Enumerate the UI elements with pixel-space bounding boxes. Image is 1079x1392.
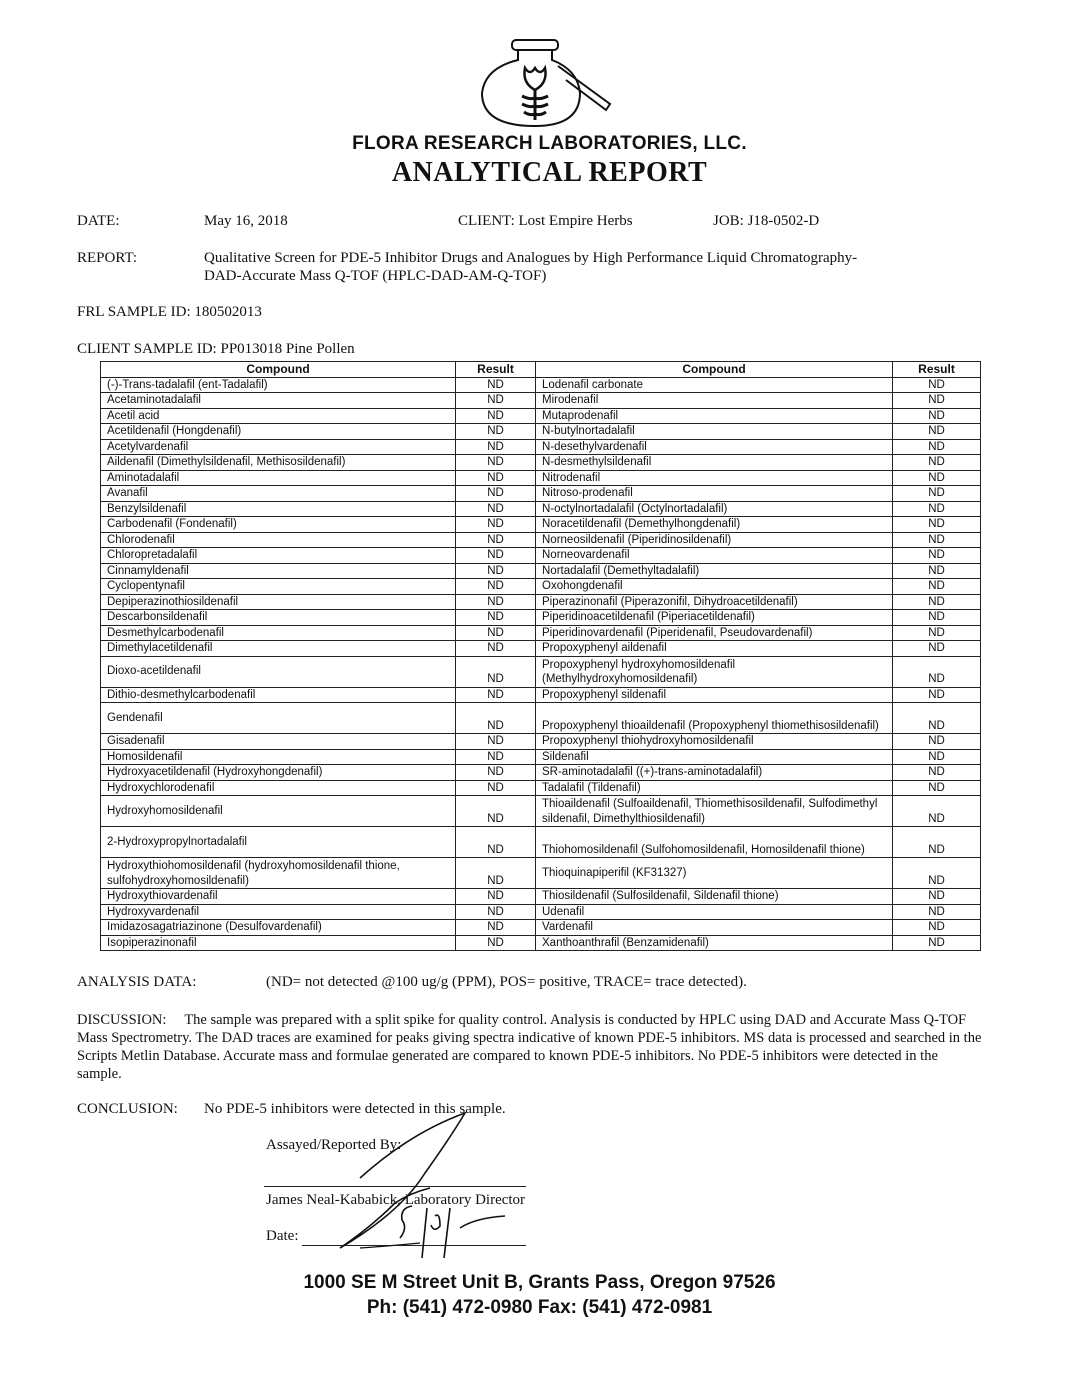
result-cell: ND [893,935,981,951]
result-cell: ND [456,749,536,765]
conclusion-text: No PDE-5 inhibitors were detected in this sample. [204,1101,506,1117]
compound-cell: Carbodenafil (Fondenafil) [101,517,456,533]
compound-cell: Hydroxychlorodenafil [101,780,456,796]
compound-cell: Piperazinonafil (Piperazonifil, Dihydroacetildenafil) [536,594,893,610]
result-cell: ND [456,439,536,455]
result-cell: ND [893,532,981,548]
analysis-data-label: ANALYSIS DATA: [77,974,197,990]
result-cell: ND [456,455,536,471]
compound-cell: Gendenafil [101,703,456,734]
table-row [101,734,981,750]
table-row [101,455,981,471]
result-cell: ND [456,532,536,548]
compound-cell: Dithio-desmethylcarbodenafil [101,687,456,703]
compound-cell: Avanafil [101,486,456,502]
table-row [101,377,981,393]
result-cell: ND [456,904,536,920]
table-row [101,579,981,595]
compound-cell: Vardenafil [536,920,893,936]
result-cell: ND [456,424,536,440]
footer-address: 1000 SE M Street Unit B, Grants Pass, Oregon 97526 [303,1272,776,1293]
compound-cell: Tadalafil (Tildenafil) [536,780,893,796]
handwritten-signature-icon [300,1108,540,1268]
result-cell: ND [456,625,536,641]
table-row [101,548,981,564]
result-cell: ND [456,641,536,657]
client-name: CLIENT: Lost Empire Herbs [458,213,633,229]
result-cell: ND [893,517,981,533]
column-header-compound: Compound [101,362,456,378]
compound-cell: Piperidinoacetildenafil (Piperiacetildenafil) [536,610,893,626]
compound-cell: N-desethylvardenafil [536,439,893,455]
compound-cell: Homosildenafil [101,749,456,765]
compound-cell: Thioquinapiperifil (KF31327) [536,858,893,889]
result-cell: ND [893,594,981,610]
compound-cell: Benzylsildenafil [101,501,456,517]
result-cell: ND [893,780,981,796]
results-table [100,361,981,951]
compound-cell: Chloropretadalafil [101,548,456,564]
table-row [101,765,981,781]
result-cell: ND [456,765,536,781]
result-cell: ND [456,377,536,393]
result-cell: ND [456,780,536,796]
compound-cell: Aildenafil (Dimethylsildenafil, Methisosildenafil) [101,455,456,471]
result-cell: ND [893,703,981,734]
result-cell: ND [893,377,981,393]
result-cell: ND [456,827,536,858]
result-cell: ND [893,796,981,827]
date-value: May 16, 2018 [204,213,288,229]
compound-cell: Nortadalafil (Demethyltadalafil) [536,563,893,579]
compound-cell: Oxohongdenafil [536,579,893,595]
result-cell: ND [893,548,981,564]
result-cell: ND [893,734,981,750]
table-header-row [101,362,981,378]
compound-cell: Cinnamyldenafil [101,563,456,579]
result-cell: ND [456,734,536,750]
result-cell: ND [456,393,536,409]
result-cell: ND [456,687,536,703]
result-cell: ND [456,858,536,889]
result-cell: ND [893,470,981,486]
result-cell: ND [893,889,981,905]
result-cell: ND [456,563,536,579]
compound-cell: Udenafil [536,904,893,920]
result-cell: ND [456,610,536,626]
result-cell: ND [893,749,981,765]
compound-cell: N-butylnortadalafil [536,424,893,440]
compound-cell: Norneosildenafil (Piperidinosildenafil) [536,532,893,548]
result-cell: ND [456,796,536,827]
client-sample-id: CLIENT SAMPLE ID: PP013018 Pine Pollen [77,341,355,357]
compound-cell: Cyclopentynafil [101,579,456,595]
table-row [101,641,981,657]
compound-cell: Noracetildenafil (Demethylhongdenafil) [536,517,893,533]
table-row [101,904,981,920]
result-cell: ND [893,765,981,781]
table-row [101,517,981,533]
compound-cell: SR-aminotadalafil ((+)-trans-aminotadalafil) [536,765,893,781]
compound-cell: Dimethylacetildenafil [101,641,456,657]
compound-cell: Acetil acid [101,408,456,424]
result-cell: ND [456,486,536,502]
report-title: ANALYTICAL REPORT [391,157,708,188]
compound-cell: Descarbonsildenafil [101,610,456,626]
result-cell: ND [893,625,981,641]
column-header-result: Result [893,362,981,378]
compound-cell: Norneovardenafil [536,548,893,564]
table-row [101,594,981,610]
discussion-label: DISCUSSION: [77,1012,167,1028]
result-cell: ND [893,408,981,424]
result-cell: ND [456,470,536,486]
result-cell: ND [893,641,981,657]
result-cell: ND [893,424,981,440]
result-cell: ND [893,563,981,579]
compound-cell: Aminotadalafil [101,470,456,486]
compound-cell: Nitrodenafil [536,470,893,486]
date-label: DATE: [77,213,120,229]
result-cell: ND [893,687,981,703]
table-row [101,889,981,905]
company-name: FLORA RESEARCH LABORATORIES, LLC. [352,133,747,154]
result-cell: ND [456,656,536,687]
table-row [101,780,981,796]
table-row [101,656,981,687]
compound-cell: Hydroxythiovardenafil [101,889,456,905]
compound-cell: N-desmethylsildenafil [536,455,893,471]
compound-cell: Sildenafil [536,749,893,765]
table-row [101,796,981,827]
compound-cell: Hydroxythiohomosildenafil (hydroxyhomosildenafil thione, sulfohydroxyhomosildenafil) [101,858,456,889]
compound-cell: Propoxyphenyl aildenafil [536,641,893,657]
compound-cell: Chlorodenafil [101,532,456,548]
result-cell: ND [893,439,981,455]
table-row [101,625,981,641]
discussion-section [77,1011,982,1083]
compound-cell: Acetaminotadalafil [101,393,456,409]
compound-cell: Piperidinovardenafil (Piperidenafil, Pseudovardenafil) [536,625,893,641]
compound-cell: Desmethylcarbodenafil [101,625,456,641]
result-cell: ND [893,610,981,626]
conclusion-label: CONCLUSION: [77,1101,178,1117]
compound-cell: Propoxyphenyl sildenafil [536,687,893,703]
compound-cell: Propoxyphenyl hydroxyhomosildenafil (Methylhydroxyhomosildenafil) [536,656,893,687]
result-cell: ND [456,408,536,424]
compound-cell: N-octylnortadalafil (Octylnortadalafil) [536,501,893,517]
table-row [101,687,981,703]
analysis-data-legend: (ND= not detected @100 ug/g (PPM), POS= positive, TRACE= trace detected). [266,974,747,990]
result-cell: ND [456,501,536,517]
table-row [101,486,981,502]
compound-cell: Gisadenafil [101,734,456,750]
result-cell: ND [456,703,536,734]
discussion-text: The sample was prepared with a split spike for quality control. Analysis is conducted by HPLC using DAD and Accurate Mass Q-TOF Mass Spectrometry. The DAD traces are examined for peaks giving spectra indicative of known PDE-5 inhibitors. MS data is processed and searched in the Scripts Metlin Database. Accurate mass and formulae generated are compared to known PDE-5 inhibitors. No PDE-5 inhibitors were detected in the sample. [77,1012,982,1082]
compound-cell: (-)-Trans-tadalafil (ent-Tadalafil) [101,377,456,393]
result-cell: ND [893,455,981,471]
table-row [101,610,981,626]
signature-date-label: Date: [266,1228,299,1244]
compound-cell: Thioaildenafil (Sulfoaildenafil, Thiomethisosildenafil, Sulfodimethyl sildenafil, Dimethylthiosildenafil) [536,796,893,827]
compound-cell: Depiperazinothiosildenafil [101,594,456,610]
compound-cell: Hydroxyhomosildenafil [101,796,456,827]
compound-cell: Hydroxyacetildenafil (Hydroxyhongdenafil) [101,765,456,781]
result-cell: ND [456,889,536,905]
table-row [101,749,981,765]
table-row [101,920,981,936]
assayed-by-label: Assayed/Reported By: [266,1137,402,1153]
compound-cell: Thiosildenafil (Sulfosildenafil, Sildenafil thione) [536,889,893,905]
table-row [101,393,981,409]
compound-cell: Acetildenafil (Hongdenafil) [101,424,456,440]
compound-cell: Mirodenafil [536,393,893,409]
result-cell: ND [893,827,981,858]
result-cell: ND [456,594,536,610]
compound-cell: Acetylvardenafil [101,439,456,455]
compound-cell: Xanthoanthrafil (Benzamidenafil) [536,935,893,951]
table-row [101,470,981,486]
result-cell: ND [893,579,981,595]
compound-cell: Propoxyphenyl thiohydroxyhomosildenafil [536,734,893,750]
column-header-compound: Compound [536,362,893,378]
report-label: REPORT: [77,250,138,266]
result-cell: ND [456,920,536,936]
signer-name-title: James Neal-Kababick, Laboratory Director [266,1192,526,1208]
result-cell: ND [456,935,536,951]
table-row [101,408,981,424]
result-cell: ND [893,656,981,687]
table-row [101,563,981,579]
table-row [101,501,981,517]
result-cell: ND [456,517,536,533]
frl-sample-id: FRL SAMPLE ID: 180502013 [77,304,262,320]
compound-cell: Isopiperazinonafil [101,935,456,951]
compound-cell: Hydroxyvardenafil [101,904,456,920]
report-description-line2: DAD-Accurate Mass Q-TOF (HPLC-DAD-AM-Q-TOF) [204,268,547,284]
compound-cell: Lodenafil carbonate [536,377,893,393]
result-cell: ND [456,548,536,564]
result-cell: ND [893,393,981,409]
footer-phone-fax: Ph: (541) 472-0980 Fax: (541) 472-0981 [366,1297,713,1318]
result-cell: ND [456,579,536,595]
compound-cell: Imidazosagatriazinone (Desulfovardenafil) [101,920,456,936]
job-number: JOB: J18-0502-D [713,213,820,229]
table-row [101,703,981,734]
result-cell: ND [893,904,981,920]
table-row [101,424,981,440]
table-row [101,935,981,951]
table-row [101,858,981,889]
compound-cell: 2-Hydroxypropylnortadalafil [101,827,456,858]
result-cell: ND [893,858,981,889]
report-description-line1: Qualitative Screen for PDE-5 Inhibitor Drugs and Analogues by High Performance Liquid Chromatography- [204,250,858,266]
column-header-result: Result [456,362,536,378]
flask-with-flower-logo-icon [470,38,630,128]
result-cell: ND [893,486,981,502]
compound-cell: Mutaprodenafil [536,408,893,424]
table-row [101,827,981,858]
table-row [101,439,981,455]
table-row [101,532,981,548]
compound-cell: Nitroso-prodenafil [536,486,893,502]
compound-cell: Dioxo-acetildenafil [101,656,456,687]
compound-cell: Propoxyphenyl thioaildenafil (Propoxyphenyl thiomethisosildenafil) [536,703,893,734]
compound-cell: Thiohomosildenafil (Sulfohomosildenafil, Homosildenafil thione) [536,827,893,858]
result-cell: ND [893,920,981,936]
result-cell: ND [893,501,981,517]
